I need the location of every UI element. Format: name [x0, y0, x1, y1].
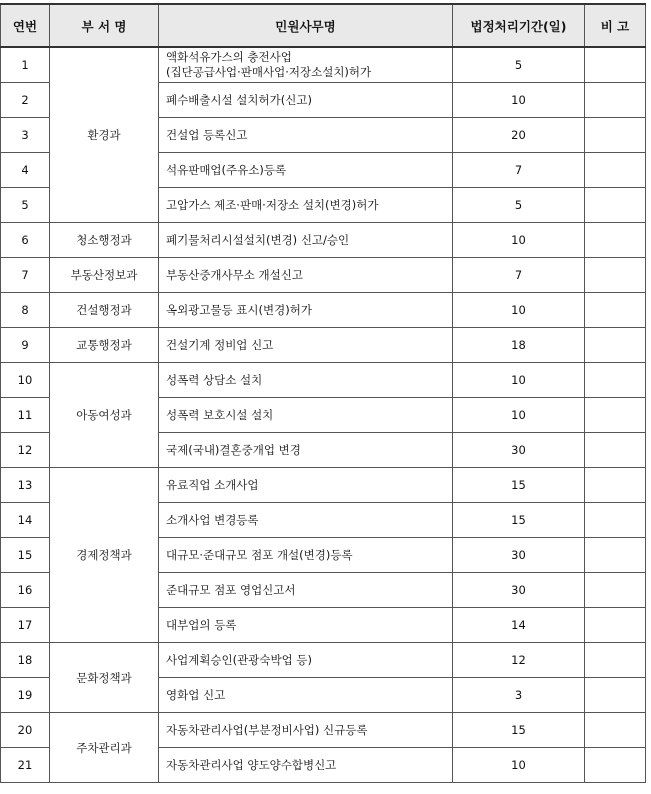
note-cell	[585, 328, 646, 363]
task-name	[159, 363, 453, 398]
row-number: 1	[1, 47, 50, 83]
task-name	[159, 608, 453, 643]
task-name-line: 소개사업 변경등록	[166, 512, 259, 527]
table-body	[1, 47, 646, 783]
processing-days: 18	[453, 328, 585, 363]
task-name-line: (집단공급사업·판매사업·저장소설치)허가	[166, 65, 372, 79]
row-number: 19	[1, 678, 50, 713]
task-name-line: 자동차관리사업(부분정비사업) 신규등록	[166, 722, 368, 737]
processing-days: 7	[453, 258, 585, 293]
note-cell	[585, 398, 646, 433]
note-cell	[585, 188, 646, 223]
processing-days: 30	[453, 573, 585, 608]
task-name	[159, 433, 453, 468]
processing-days: 14	[453, 608, 585, 643]
note-cell	[585, 223, 646, 258]
civil-affairs-table	[0, 3, 646, 783]
row-number: 7	[1, 258, 50, 293]
table-row	[1, 363, 646, 398]
note-cell	[585, 713, 646, 748]
task-name-line: 폐수배출시설 설치허가(신고)	[166, 92, 312, 107]
task-name	[159, 643, 453, 678]
table-row	[1, 293, 646, 328]
row-number: 18	[1, 643, 50, 678]
processing-days: 15	[453, 713, 585, 748]
row-number: 9	[1, 328, 50, 363]
department-name: 경제정책과	[50, 468, 159, 643]
processing-days: 10	[453, 748, 585, 783]
department-name: 교통행정과	[50, 328, 159, 363]
task-name	[159, 188, 453, 223]
row-number: 17	[1, 608, 50, 643]
task-name-line: 건설업 등록신고	[166, 127, 248, 142]
note-cell	[585, 363, 646, 398]
processing-days: 10	[453, 223, 585, 258]
row-number: 12	[1, 433, 50, 468]
row-number: 2	[1, 83, 50, 118]
processing-days: 7	[453, 153, 585, 188]
task-name	[159, 713, 453, 748]
processing-days: 10	[453, 398, 585, 433]
note-cell	[585, 118, 646, 153]
task-name	[159, 153, 453, 188]
processing-days: 15	[453, 503, 585, 538]
header-days: 법정처리기간(일)	[453, 4, 585, 47]
task-name	[159, 398, 453, 433]
row-number: 3	[1, 118, 50, 153]
task-name-line: 부동산중개사무소 개설신고	[166, 267, 303, 282]
task-name	[159, 573, 453, 608]
task-name	[159, 468, 453, 503]
task-name-line: 석유판매업(주유소)등록	[166, 162, 287, 177]
note-cell	[585, 573, 646, 608]
header-note: 비 고	[585, 4, 646, 47]
task-name-line: 국제(국내)결혼중개업 변경	[166, 442, 301, 457]
task-name	[159, 83, 453, 118]
task-name-line: 고압가스 제조·판매·저장소 설치(변경)허가	[166, 197, 379, 212]
table-row	[1, 643, 646, 678]
task-name-line: 옥외광고물등 표시(변경)허가	[166, 302, 312, 317]
note-cell	[585, 468, 646, 503]
processing-days: 10	[453, 293, 585, 328]
processing-days: 3	[453, 678, 585, 713]
row-number: 21	[1, 748, 50, 783]
header-task: 민원사무명	[159, 4, 453, 47]
table-row	[1, 258, 646, 293]
task-name	[159, 748, 453, 783]
task-name-line: 사업계획승인(관광숙박업 등)	[166, 652, 312, 667]
note-cell	[585, 47, 646, 83]
task-name	[159, 538, 453, 573]
row-number: 11	[1, 398, 50, 433]
department-name: 건설행정과	[50, 293, 159, 328]
row-number: 14	[1, 503, 50, 538]
task-name-line: 자동차관리사업 양도양수합병신고	[166, 757, 337, 772]
row-number: 15	[1, 538, 50, 573]
processing-days: 10	[453, 363, 585, 398]
task-name-line: 유료직업 소개사업	[166, 477, 259, 492]
row-number: 5	[1, 188, 50, 223]
table-row	[1, 223, 646, 258]
processing-days: 12	[453, 643, 585, 678]
task-name	[159, 503, 453, 538]
row-number: 8	[1, 293, 50, 328]
table-row	[1, 47, 646, 83]
note-cell	[585, 643, 646, 678]
task-name-line: 대규모·준대규모 점포 개설(변경)등록	[166, 547, 353, 562]
header-dept: 부 서 명	[50, 4, 159, 47]
processing-days: 5	[453, 188, 585, 223]
task-name-line: 성폭력 보호시설 설치	[166, 407, 274, 422]
table-row	[1, 713, 646, 748]
note-cell	[585, 153, 646, 188]
row-number: 10	[1, 363, 50, 398]
table-row	[1, 468, 646, 503]
note-cell	[585, 748, 646, 783]
department-name: 주차관리과	[50, 713, 159, 783]
note-cell	[585, 503, 646, 538]
task-name	[159, 678, 453, 713]
task-name-line: 영화업 신고	[166, 687, 226, 702]
task-name-line: 액화석유가스의 충전사업	[166, 50, 292, 64]
processing-days: 30	[453, 433, 585, 468]
processing-days: 5	[453, 47, 585, 83]
header-num: 연번	[1, 4, 50, 47]
processing-days: 10	[453, 83, 585, 118]
row-number: 16	[1, 573, 50, 608]
department-name: 문화정책과	[50, 643, 159, 713]
processing-days: 30	[453, 538, 585, 573]
row-number: 6	[1, 223, 50, 258]
note-cell	[585, 258, 646, 293]
task-name-line: 건설기계 정비업 신고	[166, 337, 274, 352]
processing-days: 15	[453, 468, 585, 503]
task-name	[159, 118, 453, 153]
note-cell	[585, 83, 646, 118]
row-number: 13	[1, 468, 50, 503]
row-number: 4	[1, 153, 50, 188]
task-name	[159, 258, 453, 293]
task-name-line: 준대규모 점포 영업신고서	[166, 582, 296, 597]
table-row	[1, 328, 646, 363]
department-name: 환경과	[50, 47, 159, 223]
note-cell	[585, 678, 646, 713]
processing-days: 20	[453, 118, 585, 153]
department-name: 아동여성과	[50, 363, 159, 468]
note-cell	[585, 538, 646, 573]
task-name	[159, 293, 453, 328]
task-name-line: 대부업의 등록	[166, 617, 237, 632]
note-cell	[585, 608, 646, 643]
note-cell	[585, 433, 646, 468]
task-name	[159, 328, 453, 363]
task-name-line: 성폭력 상담소 설치	[166, 372, 263, 387]
task-name	[159, 47, 453, 83]
department-name: 청소행정과	[50, 223, 159, 258]
task-name-line: 폐기물처리시설설치(변경) 신고/승인	[166, 232, 350, 247]
task-name	[159, 223, 453, 258]
row-number: 20	[1, 713, 50, 748]
department-name: 부동산정보과	[50, 258, 159, 293]
note-cell	[585, 293, 646, 328]
header-row	[1, 4, 646, 47]
